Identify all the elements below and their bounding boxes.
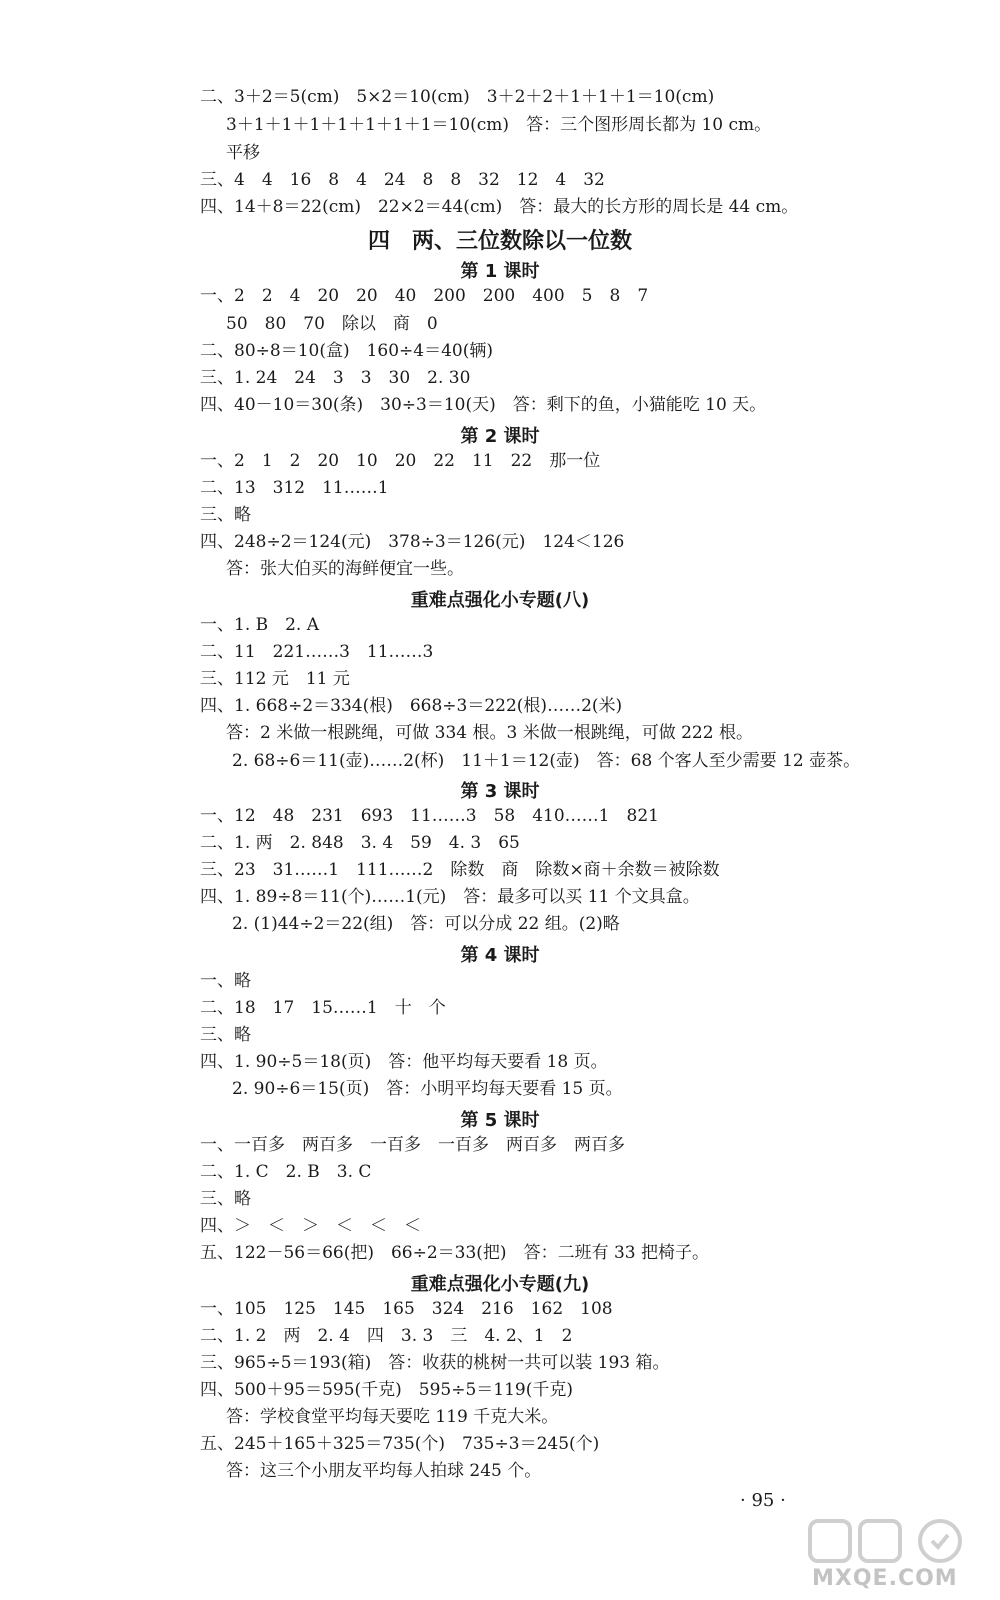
answer-line: 二、1. C 2. B 3. C: [200, 1162, 372, 1182]
answer-line: 答：这三个小朋友平均每人拍球 245 个。: [226, 1461, 542, 1481]
answer-line: 三、略: [200, 1025, 251, 1045]
page-number: · 95 ·: [740, 1490, 786, 1511]
answer-line: 2. (1)44÷2＝22(组) 答：可以分成 22 组。(2)略: [232, 914, 620, 934]
answer-line: 二、11 221……3 11……3: [200, 642, 434, 662]
answer-line: 答：学校食堂平均每天要吃 119 千克大米。: [226, 1407, 559, 1427]
answer-line: 四、500＋95＝595(千克) 595÷5＝119(千克): [200, 1380, 574, 1400]
answer-line: 四、1. 668÷2＝334(根) 668÷3＝222(根)……2(米): [200, 696, 623, 716]
answer-line: 三、1. 24 24 3 3 30 2. 30: [200, 368, 471, 388]
answer-line: 四、248÷2＝124(元) 378÷3＝126(元) 124＜126: [200, 532, 625, 552]
answer-line: 答：张大伯买的海鲜便宜一些。: [226, 559, 464, 579]
answer-line: 五、122－56＝66(把) 66÷2＝33(把) 答：二班有 33 把椅子。: [200, 1243, 710, 1263]
answer-line: 三、23 31……1 111……2 除数 商 除数×商＋余数＝被除数: [200, 860, 720, 880]
answer-line: 2. 68÷6＝11(壶)……2(杯) 11＋1＝12(壶) 答：68 个客人至少需要 12 壶茶。: [232, 751, 861, 771]
answer-line: 二、1. 2 两 2. 4 四 3. 3 三 4. 2、1 2: [200, 1326, 573, 1346]
answer-line: 50 80 70 除以 商 0: [226, 314, 438, 334]
answer-line: 二、18 17 15……1 十 个: [200, 998, 446, 1018]
answer-line: 五、245＋165＋325＝735(个) 735÷3＝245(个): [200, 1434, 600, 1454]
answer-line: 3＋1＋1＋1＋1＋1＋1＋1＝10(cm) 答：三个图形周长都为 10 cm。: [226, 115, 772, 135]
answer-line: 一、一百多 两百多 一百多 一百多 两百多 两百多: [200, 1135, 625, 1155]
answer-line: 二、13 312 11……1: [200, 478, 389, 498]
answer-line: 一、2 2 4 20 20 40 200 200 400 5 8 7: [200, 286, 649, 306]
answer-line: 三、4 4 16 8 4 24 8 8 32 12 4 32: [200, 170, 605, 190]
answer-line: 答：2 米做一根跳绳，可做 334 根。3 米做一根跳绳，可做 222 根。: [226, 723, 753, 743]
answer-line: 三、略: [200, 505, 251, 525]
section-title: 重难点强化小专题(八): [410, 590, 590, 611]
answer-line: 四、＞ ＜ ＞ ＜ ＜ ＜: [200, 1216, 421, 1236]
answer-line: 三、112 元 11 元: [200, 669, 350, 689]
section-title: 第 4 课时: [460, 945, 540, 966]
answer-line: 一、1. B 2. A: [200, 615, 320, 635]
section-title: 第 3 课时: [460, 781, 540, 802]
answer-line: 平移: [226, 143, 260, 163]
answer-line: 三、965÷5＝193(箱) 答：收获的桃树一共可以装 193 箱。: [200, 1353, 670, 1373]
section-title: 第 5 课时: [460, 1110, 540, 1131]
section-title: 第 1 课时: [460, 261, 540, 282]
section-title: 重难点强化小专题(九): [410, 1274, 590, 1295]
answer-line: 一、2 1 2 20 10 20 22 11 22 那一位: [200, 451, 601, 471]
section-title: 第 2 课时: [460, 426, 540, 447]
answer-line: 一、12 48 231 693 11……3 58 410……1 821: [200, 806, 659, 826]
answer-line: 一、105 125 145 165 324 216 162 108: [200, 1299, 613, 1319]
answer-line: 一、略: [200, 971, 251, 991]
answer-line: 二、1. 两 2. 848 3. 4 59 4. 3 65: [200, 833, 520, 853]
answer-line: 2. 90÷6＝15(页) 答：小明平均每天要看 15 页。: [232, 1079, 623, 1099]
answer-line: 四、1. 89÷8＝11(个)……1(元) 答：最多可以买 11 个文具盒。: [200, 887, 700, 907]
answer-line: 四、40－10＝30(条) 30÷3＝10(天) 答：剩下的鱼，小猫能吃 10 天。: [200, 395, 767, 415]
answer-line: 三、略: [200, 1189, 251, 1209]
answer-line: 二、3＋2＝5(cm) 5×2＝10(cm) 3＋2＋2＋1＋1＋1＝10(cm): [200, 87, 715, 107]
answer-line: 四、14＋8＝22(cm) 22×2＝44(cm) 答：最大的长方形的周长是 44 cm。: [200, 197, 799, 217]
unit-title: 四 两、三位数除以一位数: [367, 229, 632, 254]
answer-line: 四、1. 90÷5＝18(页) 答：他平均每天要看 18 页。: [200, 1052, 608, 1072]
answer-line: 二、80÷8＝10(盒) 160÷4＝40(辆): [200, 341, 493, 361]
watermark-text: MXQE.COM: [812, 1566, 958, 1591]
